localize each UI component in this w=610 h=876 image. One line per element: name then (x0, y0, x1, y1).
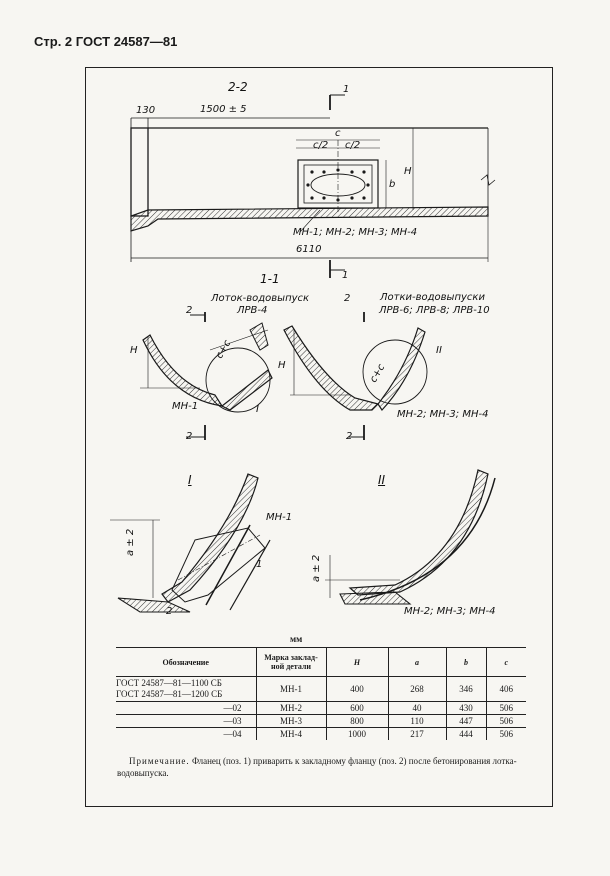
cut-mark-2-left-bottom: 2 (186, 431, 193, 442)
cell-b: 447 (446, 715, 486, 728)
cell-a: 268 (388, 677, 446, 702)
cell-designation: —04 (223, 728, 242, 739)
dim-130-label: 130 (136, 105, 156, 116)
cell-c: 506 (486, 728, 526, 741)
dim-a-right-label: a ± 2 (311, 554, 322, 582)
dim-1500-label: 1500 ± 5 (200, 104, 247, 115)
cell-a: 40 (388, 702, 446, 715)
table-row (116, 702, 526, 715)
part-mn1-label-detail: МН-1 (266, 512, 293, 523)
header-c: c (486, 648, 526, 677)
table-header-row (116, 648, 526, 677)
section-1-1-left-view (140, 312, 272, 440)
table-row (116, 728, 526, 741)
cell-c: 406 (486, 677, 526, 702)
parts-all-label: МН-1; МН-2; МН-3; МН-4 (293, 227, 418, 238)
cell-mark: МН-2 (256, 702, 326, 715)
dim-b-label: b (389, 179, 396, 190)
cell-a: 217 (388, 728, 446, 741)
cell-designation: ГОСТ 24587—81—1100 СБ ГОСТ 24587—81—1200 СБ (116, 677, 256, 702)
cell-designation: —03 (116, 715, 256, 728)
header-mark: Марка заклад-ной детали (256, 648, 326, 677)
cut-mark-2-left-top: 2 (186, 305, 193, 316)
dim-a-left-label: a ± 2 (125, 528, 136, 556)
position-1-label: 1 (256, 559, 263, 570)
dim-H-left-label: H (130, 345, 138, 356)
header-designation: Обозначение (116, 648, 256, 677)
cell-b: 430 (446, 702, 486, 715)
cut-mark-1-top: 1 (343, 84, 350, 95)
header-H: H (326, 648, 388, 677)
section-1-1-right-view (284, 312, 427, 440)
cell-H: 1000 (326, 728, 388, 741)
note-paragraph (117, 755, 527, 779)
dim-H-right-label: H (278, 360, 286, 371)
specification-table (116, 647, 526, 740)
tray-right-title: Лотки-водовыпуски (380, 292, 485, 303)
cell-H: 400 (326, 677, 388, 702)
tray-right-code: ЛРВ-6; ЛРВ-8; ЛРВ-10 (379, 305, 490, 316)
dim-c2-left-label: c/2 (313, 140, 329, 151)
part-mn1-label-section: МН-1 (172, 401, 199, 412)
cell-mark: МН-1 (256, 677, 326, 702)
table-row (116, 677, 526, 702)
cut-mark-2-right-bottom: 2 (346, 431, 353, 442)
cell-mark: МН-3 (256, 715, 326, 728)
units-label: мм (290, 634, 303, 644)
detail-II-marker: II (436, 345, 442, 356)
tray-left-code: ЛРВ-4 (237, 305, 268, 316)
detail-I-marker: I (256, 404, 259, 415)
dim-cc-left-label: c+c (214, 338, 234, 361)
detail-II-view (325, 470, 495, 604)
position-2-label: 2 (166, 606, 173, 617)
cell-designation: —02 (116, 702, 256, 715)
page-header: Стр. 2 ГОСТ 24587—81 (34, 34, 178, 49)
header-a: a (388, 648, 446, 677)
section-2-2-label: 2-2 (228, 80, 248, 94)
note-label: Примечание. (129, 756, 190, 766)
dim-H-label: H (404, 166, 412, 177)
note-text: Фланец (поз. 1) приварить к закладному фланцу (поз. 2) после бетонирования лотка-водовыпуска. (117, 756, 517, 778)
table-row (116, 715, 526, 728)
dim-cc-right-label: c+c (368, 362, 388, 385)
parts-234-label-section: МН-2; МН-3; МН-4 (397, 409, 489, 420)
cell-b: 346 (446, 677, 486, 702)
cell-b: 444 (446, 728, 486, 741)
dim-c2-right-label: c/2 (345, 140, 361, 151)
detail-I-title: I (188, 473, 192, 487)
cell-H: 600 (326, 702, 388, 715)
cell-H: 800 (326, 715, 388, 728)
dim-c-label: c (335, 128, 341, 139)
cell-c: 506 (486, 702, 526, 715)
detail-II-title: II (378, 473, 386, 487)
cell-c: 506 (486, 715, 526, 728)
parts-234-label-detail: МН-2; МН-3; МН-4 (404, 606, 496, 617)
dim-6110-label: 6110 (296, 244, 322, 255)
section-1-1-label: 1-1 (260, 272, 280, 286)
cut-mark-1-bottom: 1 (342, 270, 349, 281)
cut-mark-2-right-top: 2 (344, 293, 351, 304)
tray-left-title: Лоток-водовыпуск (211, 293, 310, 304)
cell-a: 110 (388, 715, 446, 728)
header-b: b (446, 648, 486, 677)
cell-mark: МН-4 (256, 728, 326, 741)
